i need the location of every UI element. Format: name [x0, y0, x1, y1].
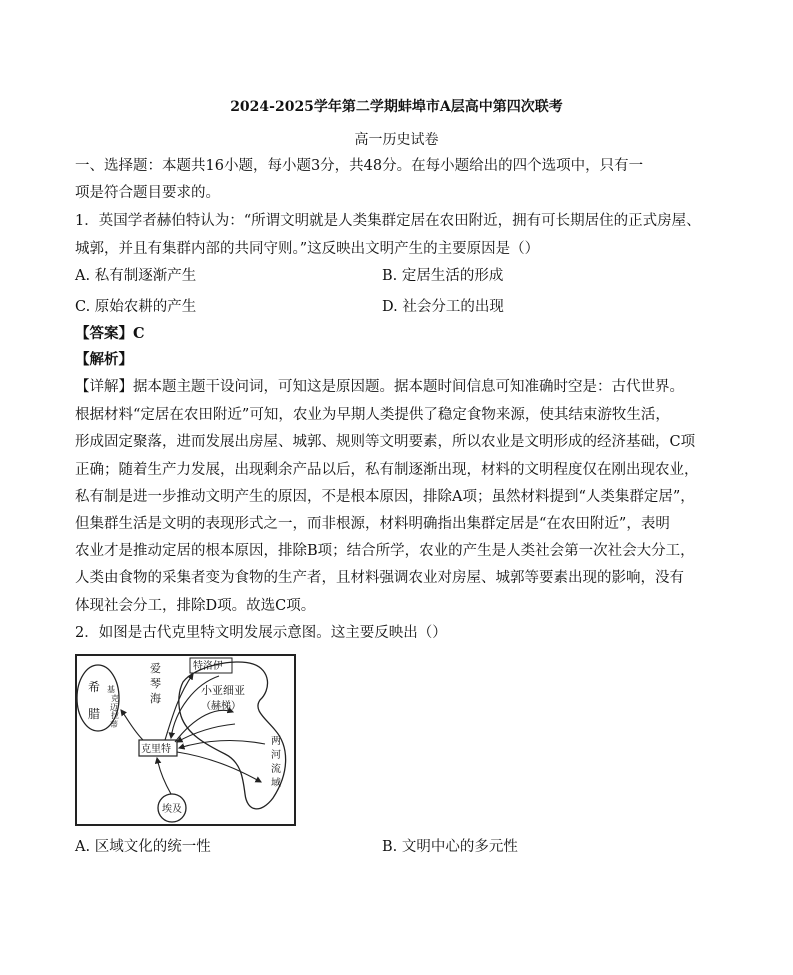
q1-detail-line: 正确；随着生产力发展，出现剩余产品以后，私有制逐渐出现，材料的文明程度仅在刚出现农业，	[75, 462, 699, 478]
meso-label-2: 河	[271, 750, 281, 761]
greece-label-1: 希	[88, 680, 101, 694]
meso-label-3: 流	[271, 764, 281, 775]
meso-label-4: 域	[271, 778, 281, 789]
diagram-frame	[76, 655, 295, 825]
crete-civilization-diagram	[75, 654, 296, 826]
q1-stem-line2: 城郭，并且有集群内部的共同守则。”这反映出文明产生的主要原因是（）	[75, 241, 540, 257]
q1-stem-line1: 1．英国学者赫伯特认为：“所谓文明就是人类集群定居在农田附近，拥有可长期居住的正式房屋、	[75, 213, 701, 229]
q1-answer: 【答案】C	[75, 325, 145, 342]
exam-title: 2024-2025学年第二学期蚌埠市A层高中第四次联考	[230, 99, 563, 115]
q1-option-c: C. 原始农耕的产生	[75, 299, 197, 315]
q2-stem: 2．如图是古代克里特文明发展示意图。这主要反映出（）	[75, 625, 447, 641]
crete-label: 克里特	[141, 744, 171, 755]
meso-label-1: 两	[271, 736, 281, 747]
greece-label-2: 腊	[88, 707, 101, 721]
exam-subtitle: 高一历史试卷	[354, 132, 439, 148]
island-label-2: 克	[111, 694, 119, 703]
q1-detail-line: 形成固定聚落，进而发展出房屋、城郭、规则等文明要素，所以农业是文明形成的经济基础，C项	[75, 434, 696, 450]
section-instruction-line1: 一、选择题：本题共16小题，每小题3分，共48分。在每小题给出的四个选项中，只有一	[75, 158, 644, 174]
q1-detail-line: 农业才是推动定居的根本原因，排除B项；结合所学，农业的产生是人类社会第一次社会大分工，	[75, 543, 695, 559]
island-label-3: 迈	[110, 703, 118, 712]
q1-analysis-label: 【解析】	[75, 351, 133, 368]
sea-label-3: 海	[150, 692, 161, 705]
q1-detail-line: 人类由食物的采集者变为食物的生产者，且材料强调农业对房屋、城郭等要素出现的影响，没有	[75, 570, 684, 586]
q2-option-b: B. 文明中心的多元性	[382, 839, 518, 855]
q1-detail-line: 私有制是进一步推动文明产生的原因，不是根本原因，排除A项；虽然材料提到“人类集群定居”，	[75, 489, 695, 505]
q1-detail-line: 但集群生活是文明的表现形式之一，而非根源，材料明确指出集群定居是“在农田附近”，表明	[75, 516, 670, 532]
egypt-label: 埃及	[162, 804, 182, 815]
section-instruction-line2: 项是符合题目要求的。	[75, 185, 220, 201]
hittite-label: （赫梯）	[201, 701, 241, 712]
island-label-4: 拉	[111, 711, 119, 720]
sea-label-2: 琴	[150, 677, 161, 690]
sea-label-1: 爱	[150, 662, 161, 675]
troy-label: 特洛伊	[193, 661, 223, 672]
q1-detail-line: 根据材料“定居在农田附近”可知，农业为早期人类提供了稳定食物来源，使其结束游牧生活，	[75, 407, 670, 423]
q1-detail-line: 【详解】据本题主题干设问词，可知这是原因题。据本题时间信息可知准确时空是：古代世界。	[75, 379, 684, 395]
q1-detail-line: 体现社会分工，排除D项。故选C项。	[75, 598, 316, 614]
q2-option-a: A. 区域文化的统一性	[75, 839, 211, 855]
q1-option-b: B. 定居生活的形成	[382, 268, 504, 284]
q1-option-d: D. 社会分工的出现	[382, 299, 504, 315]
island-label-5: 蒂	[110, 720, 118, 729]
asia-minor-label: 小亚细亚	[201, 684, 245, 697]
island-label-1: 基	[107, 685, 115, 694]
q1-option-a: A. 私有制逐渐产生	[75, 268, 197, 284]
